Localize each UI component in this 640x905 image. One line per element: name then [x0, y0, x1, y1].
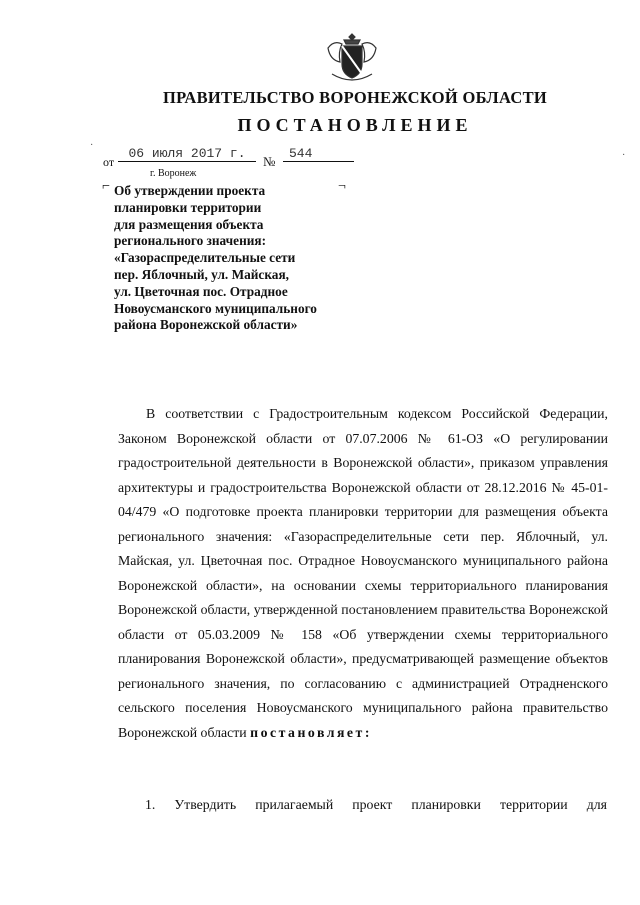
date-label: от [103, 155, 115, 169]
document-number: 544 [283, 146, 354, 162]
title-line: для размещения объекта [114, 216, 264, 232]
title-line: Новоусманского муниципального [114, 300, 317, 316]
scan-mark: · [90, 140, 94, 151]
document-type: ПОСТАНОВЛЕНИЕ [237, 115, 473, 135]
title-line: района Воронежской области» [114, 317, 298, 333]
preamble-text: В соответствии с Градостроительным кодексом Российской Федерации, Законом Воронежской области от 07.07.2006 № 61-ОЗ «О регулировании градостроительной деятельности в Воронежской области», приказом управления архитектуры и градостроительства Воронежской области от 28.12.2016 № 45-01-04/479 «О подготовке проекта планировки территории для размещения объекта регионального значения: «Газораспределительные сети пер. Яблочный, ул. Майская, ул. Цветочная пос. Отрадное Новоусманского муниципального района Воронежской области», на основании схемы территориального планирования Воронежской области, утвержденной постановлением правительства Воронежской области от 05.03.2009 № 158 «Об утверждении схемы территориального планирования Воронежской области», предусматривающей размещение объектов регионального значения, по согласованию с администрацией Отрадненского сельского поселения Новоусманского муниципального района правительство Воронежской области [118, 406, 608, 740]
decree-word: постановляет: [250, 724, 372, 740]
number-label: № [263, 154, 276, 169]
title-line: ул. Цветочная пос. Отрадное [114, 283, 288, 299]
decree-item-1: 1. Утвердить прилагаемый проект планировки территории для [145, 797, 607, 812]
title-line: пер. Яблочный, ул. Майская, [114, 266, 289, 282]
title-line: «Газораспределительные сети [114, 250, 296, 266]
government-name: ПРАВИТЕЛЬСТВО ВОРОНЕЖСКОЙ ОБЛАСТИ [162, 88, 548, 107]
title-line: планировки территории [114, 199, 262, 215]
title-line: Об утверждении проекта [114, 183, 266, 198]
city-label: г. Воронеж [150, 168, 197, 179]
coat-of-arms-emblem [322, 30, 382, 86]
title-line: регионального значения: [114, 233, 267, 249]
body-paragraph [118, 402, 608, 745]
document-date: 06 июля 2017 г. [118, 146, 256, 162]
document-title [114, 183, 344, 334]
scan-mark: · [622, 150, 626, 161]
bracket-top-left: ⌐ [102, 179, 110, 194]
bracket-top-right: ¬ [338, 179, 346, 194]
